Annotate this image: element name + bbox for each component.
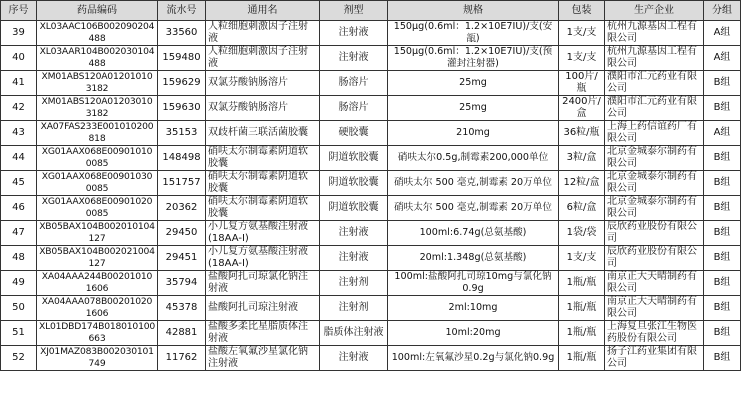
specification-cell: 硝呋太尔0.5g,制霉素200,000单位 xyxy=(388,146,559,171)
header-cell-group: 分组 xyxy=(704,1,741,21)
package-cell: 6粒/盒 xyxy=(559,196,605,221)
generic-name-cell: 人粒细胞刺激因子注射液 xyxy=(206,21,320,46)
manufacturer-cell: 上海上药信谊药厂有限公司 xyxy=(605,121,704,146)
package-cell: 1袋/袋 xyxy=(559,221,605,246)
header-cell-form: 剂型 xyxy=(320,1,388,21)
serial-number-cell: 148498 xyxy=(158,146,206,171)
generic-name-cell: 小儿复方氨基酸注射液(18AA-I) xyxy=(206,246,320,271)
manufacturer-cell: 辰欣药业股份有限公司 xyxy=(605,246,704,271)
serial-number-cell: 159480 xyxy=(158,46,206,71)
group-cell: A组 xyxy=(704,121,741,146)
specification-cell: 210mg xyxy=(388,121,559,146)
drug-code-cell: XM01ABS120A012030103182 xyxy=(37,96,158,121)
generic-name-cell: 人粒细胞刺激因子注射液 xyxy=(206,46,320,71)
dosage-form-cell: 肠溶片 xyxy=(320,96,388,121)
specification-cell: 100ml:盐酸阿扎司琼10mg与氯化钠0.9g xyxy=(388,271,559,296)
row-number-cell: 39 xyxy=(1,21,37,46)
table-row xyxy=(1,121,741,146)
specification-cell: 100ml:6.74g(总氨基酸) xyxy=(388,221,559,246)
generic-name-cell: 盐酸阿扎司琼氯化钠注射液 xyxy=(206,271,320,296)
drug-code-cell: XM01ABS120A012010103182 xyxy=(37,71,158,96)
dosage-form-cell: 阴道软胶囊 xyxy=(320,146,388,171)
dosage-form-cell: 注射剂 xyxy=(320,271,388,296)
dosage-form-cell: 硬胶囊 xyxy=(320,121,388,146)
group-cell: B组 xyxy=(704,346,741,371)
row-number-cell: 41 xyxy=(1,71,37,96)
specification-cell: 硝呋太尔 500 毫克,制霉素 20万单位 xyxy=(388,196,559,221)
package-cell: 1瓶/瓶 xyxy=(559,271,605,296)
specification-cell: 硝呋太尔 500 毫克,制霉素 20万单位 xyxy=(388,171,559,196)
manufacturer-cell: 南京正大天晴制药有限公司 xyxy=(605,271,704,296)
drug-code-cell: XG01AAX068E009010200085 xyxy=(37,196,158,221)
drug-code-cell: XL01DBD174B018010100663 xyxy=(37,321,158,346)
header-cell-pack: 包装 xyxy=(559,1,605,21)
serial-number-cell: 159630 xyxy=(158,96,206,121)
dosage-form-cell: 阴道软胶囊 xyxy=(320,171,388,196)
table-row xyxy=(1,71,741,96)
generic-name-cell: 盐酸阿扎司琼注射液 xyxy=(206,296,320,321)
specification-cell: 100ml:左氧氟沙星0.2g与氯化钠0.9g xyxy=(388,346,559,371)
manufacturer-cell: 上海复旦张江生物医药股份有限公司 xyxy=(605,321,704,346)
manufacturer-cell: 杭州九源基因工程有限公司 xyxy=(605,21,704,46)
group-cell: B组 xyxy=(704,296,741,321)
dosage-form-cell: 肠溶片 xyxy=(320,71,388,96)
manufacturer-cell: 北京金城泰尔制药有限公司 xyxy=(605,171,704,196)
dosage-form-cell: 注射液 xyxy=(320,46,388,71)
row-number-cell: 48 xyxy=(1,246,37,271)
header-cell-serial: 流水号 xyxy=(158,1,206,21)
group-cell: B组 xyxy=(704,321,741,346)
package-cell: 100片/瓶 xyxy=(559,71,605,96)
table-row xyxy=(1,171,741,196)
serial-number-cell: 35153 xyxy=(158,121,206,146)
serial-number-cell: 33560 xyxy=(158,21,206,46)
specification-cell: 10ml:20mg xyxy=(388,321,559,346)
dosage-form-cell: 脂质体注射液 xyxy=(320,321,388,346)
manufacturer-cell: 南京正大天晴制药有限公司 xyxy=(605,296,704,321)
manufacturer-cell: 北京金城泰尔制药有限公司 xyxy=(605,196,704,221)
drug-code-cell: XB05BAX104B002021004127 xyxy=(37,246,158,271)
drug-code-cell: XL03AAC106B002090204488 xyxy=(37,21,158,46)
drug-code-cell: XJ01MAZ083B002030101749 xyxy=(37,346,158,371)
dosage-form-cell: 阴道软胶囊 xyxy=(320,196,388,221)
group-cell: A组 xyxy=(704,46,741,71)
table-row xyxy=(1,221,741,246)
package-cell: 36粒/瓶 xyxy=(559,121,605,146)
row-number-cell: 43 xyxy=(1,121,37,146)
dosage-form-cell: 注射液 xyxy=(320,21,388,46)
row-number-cell: 46 xyxy=(1,196,37,221)
table-row xyxy=(1,271,741,296)
specification-cell: 150μg(0.6ml：1.2×10E7IU)/支(预灌封注射器) xyxy=(388,46,559,71)
package-cell: 1瓶/瓶 xyxy=(559,296,605,321)
drug-code-cell: XL03AAR104B002030104488 xyxy=(37,46,158,71)
header-row xyxy=(1,1,741,21)
header-cell-maker: 生产企业 xyxy=(605,1,704,21)
manufacturer-cell: 杭州九源基因工程有限公司 xyxy=(605,46,704,71)
package-cell: 1瓶/瓶 xyxy=(559,321,605,346)
specification-cell: 25mg xyxy=(388,71,559,96)
package-cell: 1瓶/瓶 xyxy=(559,346,605,371)
specification-cell: 150μg(0.6ml：1.2×10E7IU)/支(安瓿) xyxy=(388,21,559,46)
specification-cell: 2ml:10mg xyxy=(388,296,559,321)
specification-cell: 25mg xyxy=(388,96,559,121)
manufacturer-cell: 北京金城泰尔制药有限公司 xyxy=(605,146,704,171)
serial-number-cell: 45378 xyxy=(158,296,206,321)
row-number-cell: 49 xyxy=(1,271,37,296)
row-number-cell: 52 xyxy=(1,346,37,371)
dosage-form-cell: 注射液 xyxy=(320,346,388,371)
drug-code-cell: XG01AAX068E009010300085 xyxy=(37,171,158,196)
package-cell: 2400片/盒 xyxy=(559,96,605,121)
row-number-cell: 44 xyxy=(1,146,37,171)
group-cell: A组 xyxy=(704,21,741,46)
serial-number-cell: 35794 xyxy=(158,271,206,296)
table-row xyxy=(1,296,741,321)
group-cell: B组 xyxy=(704,271,741,296)
serial-number-cell: 29451 xyxy=(158,246,206,271)
table-row xyxy=(1,146,741,171)
group-cell: B组 xyxy=(704,171,741,196)
generic-name-cell: 双歧杆菌三联活菌胶囊 xyxy=(206,121,320,146)
group-cell: B组 xyxy=(704,196,741,221)
manufacturer-cell: 扬子江药业集团有限公司 xyxy=(605,346,704,371)
row-number-cell: 40 xyxy=(1,46,37,71)
generic-name-cell: 硝呋太尔制霉素阴道软胶囊 xyxy=(206,171,320,196)
table-row xyxy=(1,321,741,346)
header-cell-no: 序号 xyxy=(1,1,37,21)
dosage-form-cell: 注射剂 xyxy=(320,296,388,321)
serial-number-cell: 151757 xyxy=(158,171,206,196)
group-cell: B组 xyxy=(704,221,741,246)
table-row xyxy=(1,246,741,271)
serial-number-cell: 42881 xyxy=(158,321,206,346)
serial-number-cell: 20362 xyxy=(158,196,206,221)
table-row xyxy=(1,46,741,71)
drug-code-cell: XA07FAS233E001010200818 xyxy=(37,121,158,146)
generic-name-cell: 硝呋太尔制霉素阴道软胶囊 xyxy=(206,146,320,171)
serial-number-cell: 159629 xyxy=(158,71,206,96)
group-cell: B组 xyxy=(704,96,741,121)
generic-name-cell: 小儿复方氨基酸注射液(18AA-I) xyxy=(206,221,320,246)
dosage-form-cell: 注射液 xyxy=(320,246,388,271)
specification-cell: 20ml:1.348g(总氨基酸) xyxy=(388,246,559,271)
manufacturer-cell: 辰欣药业股份有限公司 xyxy=(605,221,704,246)
drug-code-cell: XG01AAX068E009010100085 xyxy=(37,146,158,171)
table-row xyxy=(1,96,741,121)
manufacturer-cell: 濮阳市汇元药业有限公司 xyxy=(605,96,704,121)
header-cell-spec: 规格 xyxy=(388,1,559,21)
header-cell-code: 药品编码 xyxy=(37,1,158,21)
row-number-cell: 47 xyxy=(1,221,37,246)
row-number-cell: 42 xyxy=(1,96,37,121)
generic-name-cell: 双氯芬酸钠肠溶片 xyxy=(206,96,320,121)
row-number-cell: 51 xyxy=(1,321,37,346)
row-number-cell: 50 xyxy=(1,296,37,321)
package-cell: 12粒/盒 xyxy=(559,171,605,196)
drug-code-cell: XA04AAA244B002010101606 xyxy=(37,271,158,296)
group-cell: B组 xyxy=(704,71,741,96)
row-number-cell: 45 xyxy=(1,171,37,196)
group-cell: B组 xyxy=(704,246,741,271)
drug-code-cell: XB05BAX104B002010104127 xyxy=(37,221,158,246)
header-cell-name: 通用名 xyxy=(206,1,320,21)
group-cell: B组 xyxy=(704,146,741,171)
manufacturer-cell: 濮阳市汇元药业有限公司 xyxy=(605,71,704,96)
table-row xyxy=(1,346,741,371)
table-body xyxy=(1,21,741,371)
drug-code-cell: XA04AAA078B002010201606 xyxy=(37,296,158,321)
generic-name-cell: 双氯芬酸钠肠溶片 xyxy=(206,71,320,96)
generic-name-cell: 硝呋太尔制霉素阴道软胶囊 xyxy=(206,196,320,221)
generic-name-cell: 盐酸左氧氟沙星氯化钠注射液 xyxy=(206,346,320,371)
package-cell: 3粒/盒 xyxy=(559,146,605,171)
dosage-form-cell: 注射液 xyxy=(320,221,388,246)
package-cell: 1支/支 xyxy=(559,21,605,46)
serial-number-cell: 29450 xyxy=(158,221,206,246)
serial-number-cell: 11762 xyxy=(158,346,206,371)
generic-name-cell: 盐酸多柔比星脂质体注射液 xyxy=(206,321,320,346)
table-row xyxy=(1,196,741,221)
package-cell: 1支/支 xyxy=(559,46,605,71)
table-row xyxy=(1,21,741,46)
package-cell: 1支/支 xyxy=(559,246,605,271)
